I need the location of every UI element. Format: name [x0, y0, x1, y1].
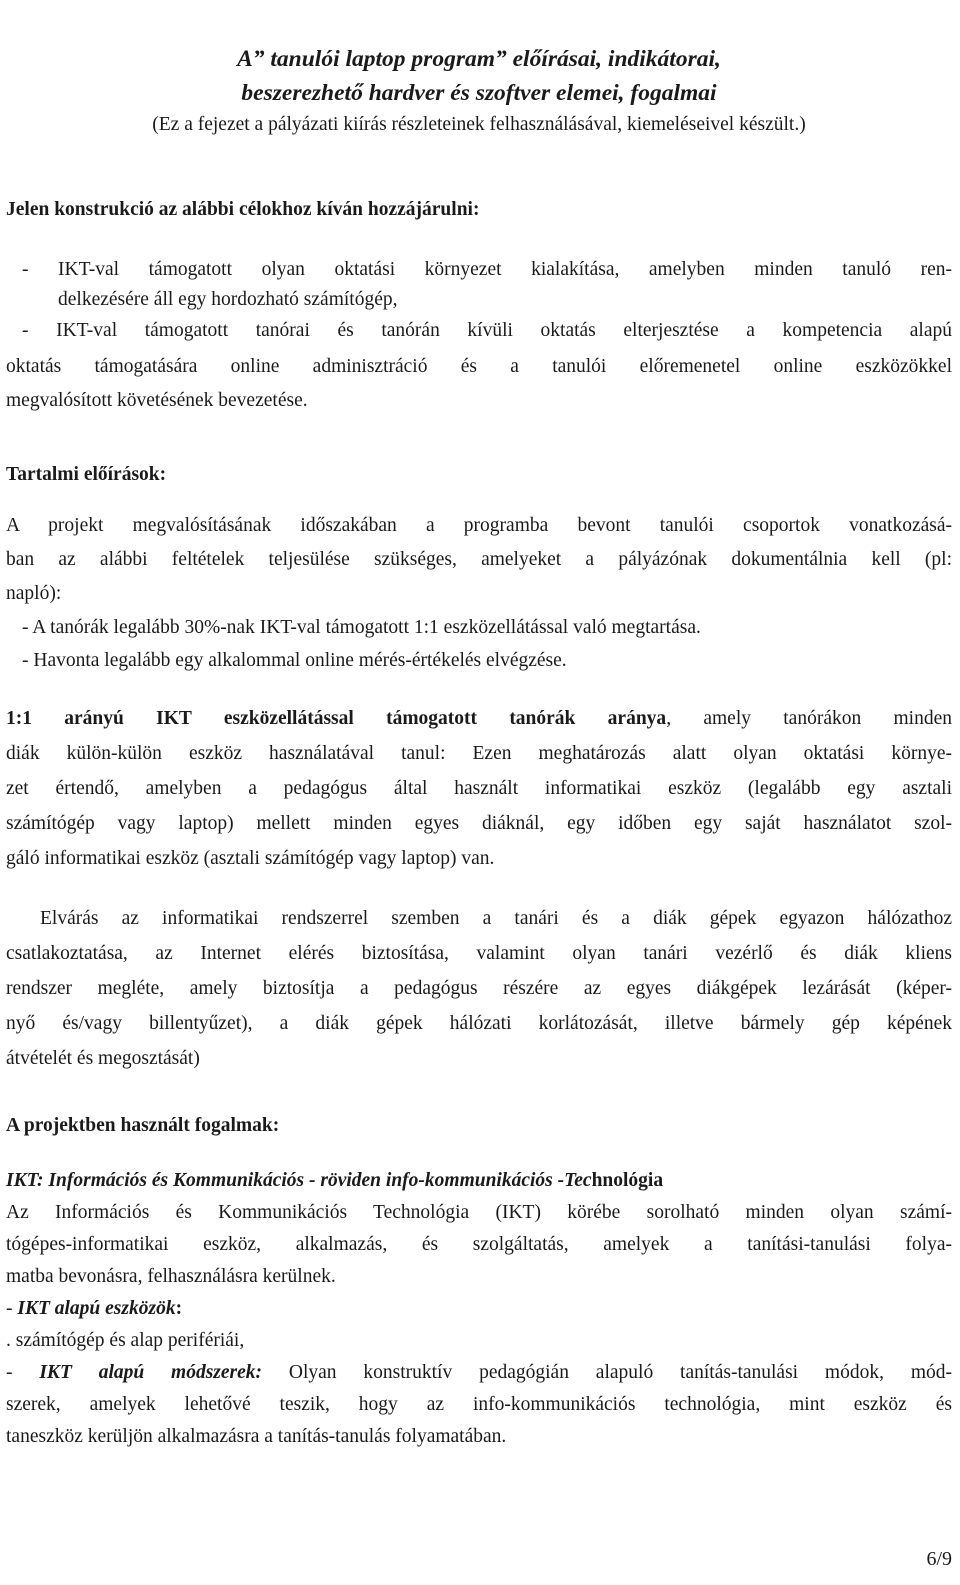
- ikt-methods-line-2: szerek, amelyek lehetővé teszik, hogy az info-kommunikációs technológia, mint eszköz és: [6, 1394, 952, 1415]
- ikt-methods-line-3: taneszköz kerüljön alkalmazásra a tanítás-tanulás folyamatában.: [6, 1426, 507, 1447]
- content-requirements-line-1: A projekt megvalósításának időszakában a programba bevont tanulói csoportok vonatkozásá-: [6, 515, 952, 536]
- ratio-line-2: diák külön-külön eszköz használatával tanul: Ezen meghatározás alatt olyan oktatási környe-: [6, 743, 952, 764]
- ikt-methods-dash: -: [6, 1362, 40, 1383]
- document-title-line-2: beszerezhető hardver és szoftver elemei, fogalmai: [241, 80, 717, 106]
- ikt-definition-line-3: matba bevonásra, felhasználásra kerülnek.: [6, 1266, 336, 1287]
- content-requirements-line-2: ban az alábbi feltételek teljesülése szükséges, amelyeket a pályázónak dokumentálnia kell (pl:: [6, 549, 952, 570]
- ikt-definition-line-1: Az Információs és Kommunikációs Technológia (IKT) körébe sorolható minden olyan számí-: [6, 1202, 952, 1223]
- goals-heading: Jelen konstrukció az alábbi célokhoz kíván hozzájárulni:: [6, 199, 480, 220]
- ikt-tools-dash: -: [6, 1298, 18, 1319]
- goal-item-1-line-1: - IKT-val támogatott olyan oktatási környezet kialakítása, amelyben minden tanuló ren-: [22, 259, 952, 280]
- ikt-tools-colon: :: [175, 1298, 183, 1319]
- content-requirements-heading: Tartalmi előírások:: [6, 464, 167, 485]
- ratio-line-5: gáló informatikai eszköz (asztali számítógép vagy laptop) van.: [6, 848, 495, 869]
- expectation-line-5: átvételét és megosztását): [6, 1048, 200, 1069]
- ratio-line-4: számítógép vagy laptop) mellett minden egyes diáknál, egy időben egy saját használatot szol-: [6, 813, 952, 834]
- goal-item-2-line-3: megvalósított követésének bevezetése.: [6, 390, 308, 411]
- ikt-tools-item: . számítógép és alap perifériái,: [6, 1330, 245, 1351]
- ikt-methods-line-1: [6, 1360, 952, 1386]
- document-title-line-1: A” tanulói laptop program” előírásai, indikátorai,: [237, 46, 721, 72]
- ratio-bold-term: 1:1 arányú IKT eszközellátással támogatott tanórák aránya: [6, 708, 667, 729]
- ratio-line-1-rest: , amely tanórákon minden: [666, 708, 952, 729]
- ikt-heading-tail: hnológia: [591, 1170, 664, 1191]
- ikt-tools-term: IKT alapú eszközök: [17, 1298, 176, 1319]
- ikt-heading-italic: IKT: Információs és Kommunikációs - röviden info-kommunikációs -Tec: [6, 1170, 592, 1191]
- ikt-definition-heading: [6, 1168, 663, 1194]
- expectation-line-2: csatlakoztatása, az Internet elérés biztosítása, valamint olyan tanári vezérlő és diák kliens: [6, 943, 952, 964]
- content-requirements-line-3: napló):: [6, 583, 62, 604]
- ikt-tools-label: [6, 1296, 182, 1322]
- ratio-line-3: zet értendő, amelyben a pedagógus által használt informatikai eszköz (legalább egy asztali: [6, 778, 952, 799]
- goal-item-1-line-2: delkezésére áll egy hordozható számítógép,: [58, 289, 398, 310]
- goal-item-2-line-1: - IKT-val támogatott tanórai és tanórán kívüli oktatás elterjesztése a kompetencia alapú: [22, 320, 952, 341]
- ikt-definition-line-2: tógépes-informatikai eszköz, alkalmazás, és szolgáltatás, amelyek a tanítási-tanulási folya-: [6, 1234, 952, 1255]
- document-subtitle: (Ez a fejezet a pályázati kiírás részleteinek felhasználásával, kiemeléseivel készült.): [152, 114, 806, 135]
- requirement-item-1: - A tanórák legalább 30%-nak IKT-val támogatott 1:1 eszközellátással való megtartása.: [22, 617, 701, 638]
- expectation-line-3: rendszer megléte, amely biztosítja a pedagógus részére az egyes diákgépek lezárását (képer-: [6, 978, 952, 999]
- requirement-item-2: - Havonta legalább egy alkalommal online mérés-értékelés elvégzése.: [22, 650, 567, 671]
- goal-item-2-line-2: oktatás támogatására online adminisztráció és a tanulói előremenetel online eszközökkel: [6, 356, 952, 377]
- expectation-line-1: Elvárás az informatikai rendszerrel szemben a tanári és a diák gépek egyazon hálózathoz: [40, 908, 952, 929]
- terms-heading: A projektben használt fogalmak:: [6, 1115, 280, 1136]
- page-number: 6/9: [926, 1548, 952, 1570]
- ikt-methods-line-1-rest: Olyan konstruktív pedagógián alapuló tanítás-tanulási módok, mód-: [262, 1362, 952, 1383]
- ikt-methods-term: IKT alapú módszerek:: [39, 1362, 263, 1383]
- expectation-line-4: nyő és/vagy billentyűzet), a diák gépek hálózati korlátozását, illetve bármely gép képének: [6, 1013, 952, 1034]
- ratio-line-1: [6, 706, 952, 732]
